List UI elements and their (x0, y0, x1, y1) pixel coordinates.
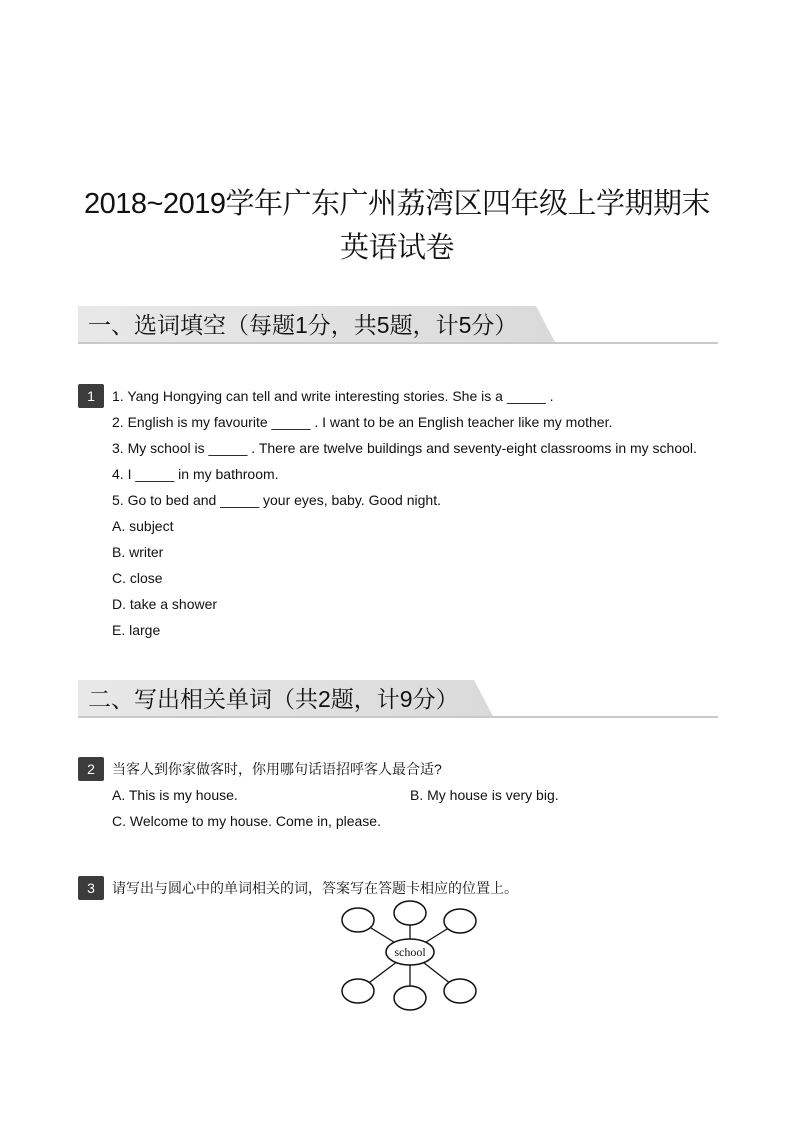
q1-sentence-1: 1. Yang Hongying can tell and write interesting stories. She is a _____ . (112, 388, 554, 404)
mind-map-blank-circle (342, 979, 374, 1003)
mind-map-blank-circle (394, 901, 426, 925)
question-number-badge-3: 3 (78, 876, 104, 900)
section-header-2 (78, 680, 718, 718)
title-line-2: 英语试卷 (339, 232, 454, 264)
q1-option-e: E. large (112, 622, 161, 638)
mind-map-blank-circle (342, 908, 374, 932)
mind-map-blank-circle (394, 986, 426, 1010)
q2-option-a: A. This is my house. (112, 787, 238, 803)
q1-option-b: B. writer (112, 544, 164, 560)
q3-prompt: 请写出与圆心中的单词相关的词，答案写在答题卡相应的位置上。 (112, 880, 518, 896)
q1-option-c: C. close (112, 570, 163, 586)
question-number-badge-2: 2 (78, 757, 104, 781)
question-number-badge-1: 1 (78, 384, 104, 408)
q2-option-b: B. My house is very big. (410, 787, 559, 803)
mind-map-center-word: school (394, 945, 426, 959)
q1-option-a: A. subject (112, 518, 174, 534)
section-divider (78, 716, 718, 718)
q1-sentence-4: 4. I _____ in my bathroom. (112, 466, 279, 482)
mind-map-diagram (330, 896, 490, 1016)
mind-map-blank-circle (444, 979, 476, 1003)
section-header-1 (78, 306, 718, 344)
mind-map-blank-circle (444, 909, 476, 933)
q1-sentence-3: 3. My school is _____ . There are twelve buildings and seventy-eight classrooms in my school. (112, 440, 697, 456)
q2-prompt: 当客人到你家做客时，你用哪句话语招呼客人最合适? (112, 761, 442, 777)
section-title-1: 一、选词填空（每题1分，共5题，计5分） (88, 312, 518, 338)
section-title-2: 二、写出相关单词（共2题，计9分） (88, 686, 459, 712)
page-title (60, 182, 734, 270)
q1-option-d: D. take a shower (112, 596, 218, 612)
q2-option-c: C. Welcome to my house. Come in, please. (112, 813, 381, 829)
title-line-1: 2018~2019学年广东广州荔湾区四年级上学期期末 (84, 188, 710, 220)
section-divider (78, 342, 718, 344)
q1-sentence-5: 5. Go to bed and _____ your eyes, baby. Good night. (112, 492, 441, 508)
q1-sentence-2: 2. English is my favourite _____ . I want to be an English teacher like my mother. (112, 414, 613, 430)
